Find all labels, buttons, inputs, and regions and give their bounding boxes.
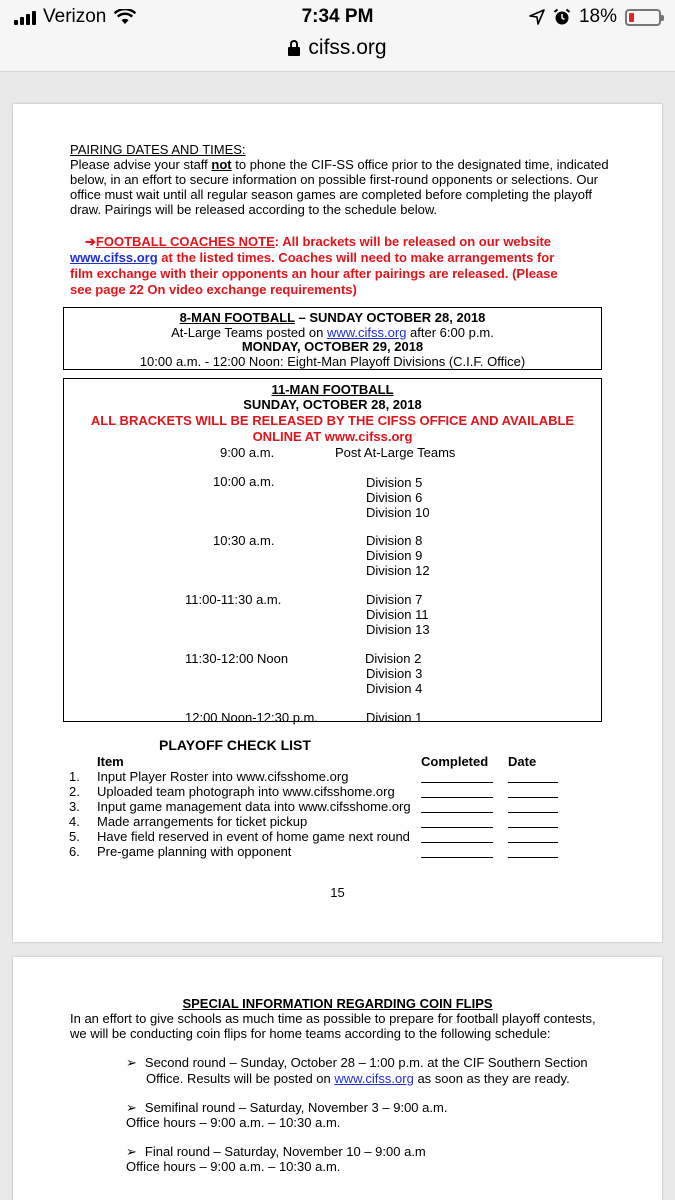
document-page-15 [13, 104, 662, 942]
pairing-line-4: draw. Pairings will be released according to the schedule below. [70, 202, 438, 217]
schedule-division: Division 12 [366, 563, 430, 578]
checklist-col-item: Item [97, 754, 124, 769]
eight-man-title: 8-MAN FOOTBALL – SUNDAY OCTOBER 28, 2018 [179, 310, 486, 325]
status-bar [0, 0, 675, 34]
bullet-arrow-icon: ➢ [126, 1100, 137, 1115]
date-blank [508, 797, 558, 798]
schedule-division: Division 8 [366, 533, 423, 548]
coaches-note-line-2: www.cifss.org at the listed times. Coaches will need to make arrangements for [70, 250, 555, 265]
location-arrow-icon [529, 9, 545, 25]
schedule-time: 10:30 a.m. [213, 533, 275, 548]
battery-icon [625, 9, 661, 26]
eight-man-monday-date: MONDAY, OCTOBER 29, 2018 [241, 339, 424, 354]
schedule-division: Division 5 [366, 475, 423, 490]
schedule-division: Division 9 [366, 548, 423, 563]
eight-man-schedule-box [63, 307, 602, 370]
schedule-division: Division 2 [365, 651, 422, 666]
pairing-line-2: below, in an effort to secure information on possible first-round opponents or selections. Our [70, 172, 598, 187]
schedule-time: 11:30-12:00 Noon [185, 651, 289, 666]
checklist-title: PLAYOFF CHECK LIST [159, 737, 311, 753]
document-page-16 [13, 957, 662, 1200]
schedule-time: 9:00 a.m. [220, 445, 275, 460]
completed-blank [421, 842, 493, 843]
checklist-item: 3. Input game management data into www.cifsshome.org [69, 799, 411, 814]
date-blank [508, 857, 558, 858]
checklist-col-completed: Completed [421, 754, 489, 769]
url-domain[interactable]: cifss.org [308, 36, 387, 59]
completed-blank [421, 797, 493, 798]
schedule-time: 12:00 Noon-12:30 p.m. [185, 710, 318, 725]
eight-man-divisions-time: 10:00 a.m. - 12:00 Noon: Eight-Man Playoff Divisions (C.I.F. Office) [139, 354, 526, 369]
schedule-division: Division 10 [366, 505, 430, 520]
coin-flip-intro-1: In an effort to give schools as much time as possible to prepare for football playoff contests, [70, 1011, 596, 1026]
eleven-man-red-notice-1: ALL BRACKETS WILL BE RELEASED BY THE CIFSS OFFICE AND AVAILABLE [90, 413, 575, 428]
completed-blank [421, 812, 493, 813]
cifss-link[interactable]: www.cifss.org [334, 1071, 414, 1086]
carrier-name: Verizon [43, 6, 107, 27]
schedule-time: 10:00 a.m. [213, 474, 275, 489]
checklist-col-date: Date [508, 754, 537, 769]
schedule-division: Division 7 [366, 592, 423, 607]
page-number: 15 [330, 885, 345, 900]
eight-man-at-large: At-Large Teams posted on www.cifss.org after 6:00 p.m. [171, 325, 494, 340]
date-blank [508, 812, 558, 813]
completed-blank [421, 857, 493, 858]
coaches-note-line-1: ➔FOOTBALL COACHES NOTE: All brackets will be released on our website [85, 234, 551, 249]
date-blank [508, 842, 558, 843]
completed-blank [421, 782, 493, 783]
completed-blank [421, 827, 493, 828]
eleven-man-title: 11-MAN FOOTBALL [271, 382, 394, 397]
coin-flip-bullet-2-line-2: Office hours – 9:00 a.m. – 10:30 a.m. [126, 1115, 341, 1130]
checklist-item: 2. Uploaded team photograph into www.cifsshome.org [69, 784, 395, 799]
coaches-note-line-4: see page 22 On video exchange requirements) [70, 282, 357, 297]
coaches-note-line-3: film exchange with their opponents an hour after pairings are released. (Please [70, 266, 558, 281]
schedule-division: Division 1 [366, 710, 423, 725]
coin-flip-heading: SPECIAL INFORMATION REGARDING COIN FLIPS [182, 996, 493, 1011]
bullet-arrow-icon: ➢ [126, 1144, 137, 1159]
eleven-man-red-notice-2: ONLINE AT www.cifss.org [252, 429, 413, 444]
eleven-man-date: SUNDAY, OCTOBER 28, 2018 [243, 397, 422, 412]
eleven-man-schedule-box [63, 378, 602, 725]
clock-time: 7:34 PM [301, 6, 374, 27]
arrow-icon: ➔ [85, 234, 96, 249]
schedule-division: Post At-Large Teams [335, 445, 456, 460]
schedule-division: Division 6 [366, 490, 423, 505]
schedule-division: Division 13 [366, 622, 430, 637]
bullet-arrow-icon: ➢ [126, 1055, 137, 1070]
schedule-division: Division 3 [366, 666, 423, 681]
coin-flip-bullet-1-line-2: Office. Results will be posted on www.cifss.org as soon as they are ready. [146, 1071, 570, 1086]
lock-icon [288, 40, 300, 56]
battery-percent: 18% [578, 6, 617, 27]
coin-flip-bullet-3: ➢ Final round – Saturday, November 10 – 9:00 a.m [126, 1144, 426, 1159]
checklist-item: 5. Have field reserved in event of home game next round [69, 829, 410, 844]
address-bar[interactable] [0, 34, 675, 72]
pairing-heading: PAIRING DATES AND TIMES: [70, 142, 246, 157]
alarm-clock-icon [553, 8, 571, 26]
schedule-division: Division 11 [366, 607, 429, 622]
coin-flip-bullet-3-line-2: Office hours – 9:00 a.m. – 10:30 a.m. [126, 1159, 341, 1174]
checklist-item: 1. Input Player Roster into www.cifsshome.org [69, 769, 349, 784]
date-blank [508, 782, 558, 783]
cifss-link[interactable]: www.cifss.org [70, 250, 158, 265]
coin-flip-intro-2: we will be conducting coin flips for home teams according to the following schedule: [70, 1026, 551, 1041]
checklist-item: 4. Made arrangements for ticket pickup [69, 814, 308, 829]
pairing-line-3: office must wait until all regular season games are completed before completing the playoff [70, 187, 592, 202]
checklist-item: 6. Pre-game planning with opponent [69, 844, 292, 859]
pairing-line-1: Please advise your staff not to phone the CIF-SS office prior to the designated time, indicated [70, 157, 609, 172]
schedule-division: Division 4 [366, 681, 423, 696]
date-blank [508, 827, 558, 828]
schedule-time: 11:00-11:30 a.m. [185, 592, 282, 607]
cifss-link[interactable]: www.cifss.org [326, 325, 407, 340]
coin-flip-bullet-2: ➢ Semifinal round – Saturday, November 3 – 9:00 a.m. [126, 1100, 448, 1115]
coin-flip-bullet-1: ➢ Second round – Sunday, October 28 – 1:00 p.m. at the CIF Southern Section [126, 1055, 588, 1070]
